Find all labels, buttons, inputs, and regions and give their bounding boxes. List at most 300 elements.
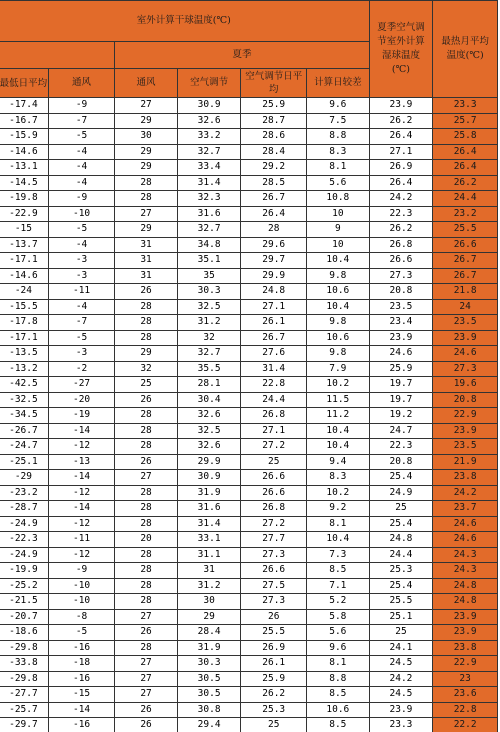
cell-summer-ac-daily-avg[interactable]: 22.8 <box>241 377 307 393</box>
cell-hottest-month-avg[interactable]: 23.9 <box>433 625 498 641</box>
cell-summer-ac-daily-avg[interactable]: 26.1 <box>241 656 307 672</box>
cell-summer-wet-bulb[interactable]: 25.5 <box>369 594 433 610</box>
cell-summer-ventilation[interactable]: 27 <box>115 656 178 672</box>
cell-min-daily-avg[interactable]: -14.5 <box>0 175 48 191</box>
cell-summer-ac-daily-avg[interactable]: 25 <box>241 454 307 470</box>
cell-summer-ac[interactable]: 35 <box>177 268 241 284</box>
cell-summer-ac-daily-avg[interactable]: 29.6 <box>241 237 307 253</box>
cell-winter-ventilation[interactable]: -20 <box>48 392 115 408</box>
cell-daily-range[interactable]: 10 <box>307 237 370 253</box>
cell-summer-wet-bulb[interactable]: 27.3 <box>369 268 433 284</box>
cell-min-daily-avg[interactable]: -24.9 <box>0 516 48 532</box>
cell-summer-ac[interactable]: 33.1 <box>177 532 241 548</box>
cell-summer-ac-daily-avg[interactable]: 27.2 <box>241 516 307 532</box>
cell-summer-ac-daily-avg[interactable]: 26.4 <box>241 206 307 222</box>
cell-summer-wet-bulb[interactable]: 25.9 <box>369 361 433 377</box>
cell-summer-ac-daily-avg[interactable]: 28.5 <box>241 175 307 191</box>
cell-winter-ventilation[interactable]: -15 <box>48 687 115 703</box>
cell-summer-ac[interactable]: 35.1 <box>177 253 241 269</box>
cell-min-daily-avg[interactable]: -15.9 <box>0 129 48 145</box>
cell-hottest-month-avg[interactable]: 22.8 <box>433 702 498 718</box>
cell-summer-ac[interactable]: 29 <box>177 609 241 625</box>
cell-hottest-month-avg[interactable]: 26.4 <box>433 144 498 160</box>
cell-hottest-month-avg[interactable]: 23.2 <box>433 206 498 222</box>
cell-daily-range[interactable]: 5.6 <box>307 175 370 191</box>
cell-hottest-month-avg[interactable]: 21.9 <box>433 454 498 470</box>
header-daily-range[interactable]: 计算日较差 <box>307 69 370 98</box>
cell-summer-ac[interactable]: 32.6 <box>177 408 241 424</box>
cell-winter-ventilation[interactable]: -3 <box>48 268 115 284</box>
cell-summer-wet-bulb[interactable]: 26.2 <box>369 222 433 238</box>
cell-summer-wet-bulb[interactable]: 25 <box>369 501 433 517</box>
cell-hottest-month-avg[interactable]: 26.7 <box>433 268 498 284</box>
cell-summer-ventilation[interactable]: 28 <box>115 315 178 331</box>
cell-winter-ventilation[interactable]: -5 <box>48 129 115 145</box>
cell-summer-ac[interactable]: 32 <box>177 330 241 346</box>
cell-winter-ventilation[interactable]: -8 <box>48 609 115 625</box>
cell-min-daily-avg[interactable]: -24.7 <box>0 439 48 455</box>
cell-summer-wet-bulb[interactable]: 26.4 <box>369 129 433 145</box>
cell-summer-wet-bulb[interactable]: 19.7 <box>369 392 433 408</box>
cell-winter-ventilation[interactable]: -16 <box>48 671 115 687</box>
cell-summer-ventilation[interactable]: 31 <box>115 237 178 253</box>
cell-min-daily-avg[interactable]: -21.5 <box>0 594 48 610</box>
cell-daily-range[interactable]: 8.5 <box>307 687 370 703</box>
cell-summer-wet-bulb[interactable]: 24.2 <box>369 671 433 687</box>
cell-summer-wet-bulb[interactable]: 24.7 <box>369 423 433 439</box>
cell-summer-ac-daily-avg[interactable]: 26.8 <box>241 408 307 424</box>
cell-min-daily-avg[interactable]: -17.1 <box>0 253 48 269</box>
cell-winter-ventilation[interactable]: -4 <box>48 175 115 191</box>
cell-summer-ac[interactable]: 31.6 <box>177 501 241 517</box>
cell-summer-ac[interactable]: 30.9 <box>177 470 241 486</box>
cell-winter-ventilation[interactable]: -18 <box>48 656 115 672</box>
cell-summer-ventilation[interactable]: 26 <box>115 625 178 641</box>
cell-daily-range[interactable]: 7.3 <box>307 547 370 563</box>
cell-summer-ac[interactable]: 33.2 <box>177 129 241 145</box>
cell-min-daily-avg[interactable]: -19.9 <box>0 563 48 579</box>
cell-summer-ac[interactable]: 31.1 <box>177 547 241 563</box>
cell-hottest-month-avg[interactable]: 23.5 <box>433 315 498 331</box>
cell-daily-range[interactable]: 8.3 <box>307 470 370 486</box>
cell-min-daily-avg[interactable]: -17.8 <box>0 315 48 331</box>
cell-summer-ac[interactable]: 32.7 <box>177 144 241 160</box>
cell-summer-ac[interactable]: 34.8 <box>177 237 241 253</box>
cell-winter-ventilation[interactable]: -12 <box>48 547 115 563</box>
cell-min-daily-avg[interactable]: -27.7 <box>0 687 48 703</box>
cell-daily-range[interactable]: 7.1 <box>307 578 370 594</box>
cell-daily-range[interactable]: 10 <box>307 206 370 222</box>
cell-min-daily-avg[interactable]: -29.8 <box>0 671 48 687</box>
cell-summer-ac[interactable]: 28.1 <box>177 377 241 393</box>
cell-summer-ac-daily-avg[interactable]: 27.1 <box>241 299 307 315</box>
cell-min-daily-avg[interactable]: -13.2 <box>0 361 48 377</box>
cell-winter-ventilation[interactable]: -4 <box>48 299 115 315</box>
cell-hottest-month-avg[interactable]: 24.4 <box>433 191 498 207</box>
cell-summer-ac-daily-avg[interactable]: 26.7 <box>241 191 307 207</box>
cell-winter-ventilation[interactable]: -14 <box>48 423 115 439</box>
cell-daily-range[interactable]: 10.2 <box>307 377 370 393</box>
cell-hottest-month-avg[interactable]: 22.2 <box>433 718 498 732</box>
cell-winter-ventilation[interactable]: -19 <box>48 408 115 424</box>
cell-summer-ac[interactable]: 30 <box>177 594 241 610</box>
cell-min-daily-avg[interactable]: -14.6 <box>0 144 48 160</box>
cell-hottest-month-avg[interactable]: 26.2 <box>433 175 498 191</box>
cell-daily-range[interactable]: 8.8 <box>307 671 370 687</box>
cell-min-daily-avg[interactable]: -24 <box>0 284 48 300</box>
cell-winter-ventilation[interactable]: -2 <box>48 361 115 377</box>
cell-daily-range[interactable]: 10.4 <box>307 299 370 315</box>
cell-min-daily-avg[interactable]: -17.1 <box>0 330 48 346</box>
cell-summer-ac[interactable]: 31.4 <box>177 516 241 532</box>
cell-min-daily-avg[interactable]: -29 <box>0 470 48 486</box>
cell-hottest-month-avg[interactable]: 21.8 <box>433 284 498 300</box>
cell-summer-ac[interactable]: 31.4 <box>177 175 241 191</box>
cell-hottest-month-avg[interactable]: 27.3 <box>433 361 498 377</box>
cell-summer-ac-daily-avg[interactable]: 26.8 <box>241 501 307 517</box>
cell-summer-wet-bulb[interactable]: 24.5 <box>369 656 433 672</box>
cell-daily-range[interactable]: 11.5 <box>307 392 370 408</box>
cell-summer-ac[interactable]: 30.5 <box>177 687 241 703</box>
cell-daily-range[interactable]: 9 <box>307 222 370 238</box>
cell-hottest-month-avg[interactable]: 20.8 <box>433 392 498 408</box>
cell-winter-ventilation[interactable]: -27 <box>48 377 115 393</box>
cell-summer-wet-bulb[interactable]: 26.8 <box>369 237 433 253</box>
cell-summer-ac[interactable]: 30.8 <box>177 702 241 718</box>
cell-winter-ventilation[interactable]: -9 <box>48 98 115 114</box>
cell-summer-ac[interactable]: 32.6 <box>177 439 241 455</box>
cell-summer-ac[interactable]: 30.5 <box>177 671 241 687</box>
cell-min-daily-avg[interactable]: -16.7 <box>0 113 48 129</box>
cell-daily-range[interactable]: 9.8 <box>307 268 370 284</box>
cell-summer-wet-bulb[interactable]: 25 <box>369 625 433 641</box>
cell-min-daily-avg[interactable]: -34.5 <box>0 408 48 424</box>
cell-summer-ventilation[interactable]: 31 <box>115 253 178 269</box>
cell-summer-ac-daily-avg[interactable]: 27.2 <box>241 439 307 455</box>
cell-summer-wet-bulb[interactable]: 24.1 <box>369 640 433 656</box>
cell-summer-ventilation[interactable]: 26 <box>115 702 178 718</box>
cell-min-daily-avg[interactable]: -13.5 <box>0 346 48 362</box>
cell-summer-wet-bulb[interactable]: 25.4 <box>369 516 433 532</box>
cell-summer-ventilation[interactable]: 27 <box>115 470 178 486</box>
cell-winter-ventilation[interactable]: -12 <box>48 439 115 455</box>
cell-summer-ventilation[interactable]: 27 <box>115 206 178 222</box>
cell-summer-ventilation[interactable]: 29 <box>115 144 178 160</box>
cell-daily-range[interactable]: 5.2 <box>307 594 370 610</box>
cell-winter-ventilation[interactable]: -11 <box>48 284 115 300</box>
cell-summer-ventilation[interactable]: 28 <box>115 175 178 191</box>
cell-daily-range[interactable]: 8.1 <box>307 160 370 176</box>
cell-min-daily-avg[interactable]: -26.7 <box>0 423 48 439</box>
cell-summer-ac-daily-avg[interactable]: 27.7 <box>241 532 307 548</box>
cell-hottest-month-avg[interactable]: 24.2 <box>433 485 498 501</box>
cell-winter-ventilation[interactable]: -10 <box>48 594 115 610</box>
cell-summer-ac-daily-avg[interactable]: 27.5 <box>241 578 307 594</box>
cell-summer-wet-bulb[interactable]: 26.4 <box>369 175 433 191</box>
cell-summer-ac[interactable]: 31.2 <box>177 315 241 331</box>
header-summer-ac[interactable]: 空气调节 <box>177 69 241 98</box>
cell-summer-ventilation[interactable]: 29 <box>115 113 178 129</box>
cell-summer-ac-daily-avg[interactable]: 27.3 <box>241 547 307 563</box>
cell-summer-ac[interactable]: 33.4 <box>177 160 241 176</box>
cell-daily-range[interactable]: 9.8 <box>307 315 370 331</box>
cell-summer-ac-daily-avg[interactable]: 24.4 <box>241 392 307 408</box>
cell-min-daily-avg[interactable]: -29.7 <box>0 718 48 732</box>
cell-summer-ac-daily-avg[interactable]: 26.6 <box>241 485 307 501</box>
cell-daily-range[interactable]: 10.2 <box>307 485 370 501</box>
cell-hottest-month-avg[interactable]: 24.6 <box>433 532 498 548</box>
cell-summer-ventilation[interactable]: 31 <box>115 268 178 284</box>
cell-summer-ventilation[interactable]: 28 <box>115 330 178 346</box>
cell-summer-ac[interactable]: 32.3 <box>177 191 241 207</box>
cell-hottest-month-avg[interactable]: 24.8 <box>433 594 498 610</box>
cell-min-daily-avg[interactable]: -15.5 <box>0 299 48 315</box>
cell-summer-wet-bulb[interactable]: 24.6 <box>369 346 433 362</box>
cell-summer-ac-daily-avg[interactable]: 26.2 <box>241 687 307 703</box>
cell-summer-wet-bulb[interactable]: 23.9 <box>369 702 433 718</box>
cell-summer-ac[interactable]: 30.9 <box>177 98 241 114</box>
header-hottest-month-avg[interactable] <box>433 1 498 98</box>
cell-summer-ventilation[interactable]: 28 <box>115 191 178 207</box>
cell-summer-ac[interactable]: 32.5 <box>177 423 241 439</box>
cell-min-daily-avg[interactable]: -17.4 <box>0 98 48 114</box>
cell-hottest-month-avg[interactable]: 24.8 <box>433 578 498 594</box>
cell-summer-ventilation[interactable]: 29 <box>115 160 178 176</box>
cell-winter-ventilation[interactable]: -14 <box>48 702 115 718</box>
cell-summer-ventilation[interactable]: 28 <box>115 563 178 579</box>
cell-summer-wet-bulb[interactable]: 24.2 <box>369 191 433 207</box>
cell-summer-ac-daily-avg[interactable]: 28.7 <box>241 113 307 129</box>
cell-min-daily-avg[interactable]: -29.8 <box>0 640 48 656</box>
header-winter-ventilation[interactable]: 通风 <box>48 69 115 98</box>
cell-min-daily-avg[interactable]: -32.5 <box>0 392 48 408</box>
header-summer-ventilation[interactable]: 通风 <box>115 69 178 98</box>
cell-daily-range[interactable]: 7.5 <box>307 113 370 129</box>
cell-summer-ac-daily-avg[interactable]: 25 <box>241 718 307 732</box>
cell-summer-ac-daily-avg[interactable]: 27.1 <box>241 423 307 439</box>
cell-hottest-month-avg[interactable]: 25.7 <box>433 113 498 129</box>
cell-summer-ac-daily-avg[interactable]: 26.9 <box>241 640 307 656</box>
cell-hottest-month-avg[interactable]: 26.4 <box>433 160 498 176</box>
cell-summer-wet-bulb[interactable]: 24.9 <box>369 485 433 501</box>
cell-min-daily-avg[interactable]: -24.9 <box>0 547 48 563</box>
cell-winter-ventilation[interactable]: -9 <box>48 563 115 579</box>
cell-daily-range[interactable]: 5.6 <box>307 625 370 641</box>
cell-summer-ac-daily-avg[interactable]: 26.6 <box>241 470 307 486</box>
cell-hottest-month-avg[interactable]: 24.3 <box>433 563 498 579</box>
cell-daily-range[interactable]: 10.4 <box>307 253 370 269</box>
header-winter-group[interactable] <box>0 42 115 69</box>
cell-summer-ventilation[interactable]: 27 <box>115 687 178 703</box>
cell-min-daily-avg[interactable]: -25.1 <box>0 454 48 470</box>
cell-daily-range[interactable]: 8.5 <box>307 563 370 579</box>
cell-winter-ventilation[interactable]: -7 <box>48 315 115 331</box>
cell-summer-ventilation[interactable]: 28 <box>115 594 178 610</box>
cell-summer-ac[interactable]: 32.7 <box>177 222 241 238</box>
cell-summer-ac-daily-avg[interactable]: 31.4 <box>241 361 307 377</box>
cell-daily-range[interactable]: 8.1 <box>307 656 370 672</box>
cell-summer-ac-daily-avg[interactable]: 29.2 <box>241 160 307 176</box>
header-dry-bulb-group[interactable]: 室外计算干球温度(℃) <box>0 1 369 42</box>
cell-hottest-month-avg[interactable]: 22.9 <box>433 656 498 672</box>
cell-daily-range[interactable]: 5.8 <box>307 609 370 625</box>
cell-daily-range[interactable]: 8.5 <box>307 718 370 732</box>
cell-summer-ac-daily-avg[interactable]: 26.7 <box>241 330 307 346</box>
cell-summer-ventilation[interactable]: 28 <box>115 578 178 594</box>
cell-summer-wet-bulb[interactable]: 24.8 <box>369 532 433 548</box>
cell-summer-ventilation[interactable]: 29 <box>115 346 178 362</box>
cell-summer-ac[interactable]: 29.9 <box>177 454 241 470</box>
cell-summer-ac[interactable]: 35.5 <box>177 361 241 377</box>
cell-daily-range[interactable]: 9.6 <box>307 98 370 114</box>
cell-summer-ac[interactable]: 31 <box>177 563 241 579</box>
cell-winter-ventilation[interactable]: -7 <box>48 113 115 129</box>
cell-hottest-month-avg[interactable]: 22.9 <box>433 408 498 424</box>
cell-winter-ventilation[interactable]: -12 <box>48 485 115 501</box>
cell-summer-wet-bulb[interactable]: 26.9 <box>369 160 433 176</box>
cell-summer-ac-daily-avg[interactable]: 26.1 <box>241 315 307 331</box>
cell-summer-wet-bulb[interactable]: 26.6 <box>369 253 433 269</box>
cell-summer-ventilation[interactable]: 26 <box>115 454 178 470</box>
cell-daily-range[interactable]: 10.4 <box>307 423 370 439</box>
cell-hottest-month-avg[interactable]: 23.8 <box>433 640 498 656</box>
cell-hottest-month-avg[interactable]: 25.8 <box>433 129 498 145</box>
cell-summer-ac-daily-avg[interactable]: 29.9 <box>241 268 307 284</box>
cell-summer-wet-bulb[interactable]: 25.4 <box>369 470 433 486</box>
header-summer-ac-daily-avg[interactable] <box>241 69 307 98</box>
cell-winter-ventilation[interactable]: -16 <box>48 718 115 732</box>
cell-hottest-month-avg[interactable]: 24 <box>433 299 498 315</box>
cell-winter-ventilation[interactable]: -4 <box>48 160 115 176</box>
cell-hottest-month-avg[interactable]: 23 <box>433 671 498 687</box>
cell-summer-wet-bulb[interactable]: 23.5 <box>369 299 433 315</box>
cell-summer-ventilation[interactable]: 28 <box>115 485 178 501</box>
cell-hottest-month-avg[interactable]: 23.7 <box>433 501 498 517</box>
cell-summer-ac-daily-avg[interactable]: 26 <box>241 609 307 625</box>
cell-hottest-month-avg[interactable]: 23.8 <box>433 470 498 486</box>
cell-summer-ac-daily-avg[interactable]: 29.7 <box>241 253 307 269</box>
cell-min-daily-avg[interactable]: -22.9 <box>0 206 48 222</box>
cell-hottest-month-avg[interactable]: 23.9 <box>433 609 498 625</box>
cell-summer-ventilation[interactable]: 28 <box>115 299 178 315</box>
header-min-daily-avg[interactable] <box>0 69 48 98</box>
cell-summer-ac-daily-avg[interactable]: 28 <box>241 222 307 238</box>
cell-summer-ac[interactable]: 30.3 <box>177 284 241 300</box>
cell-min-daily-avg[interactable]: -20.7 <box>0 609 48 625</box>
cell-summer-ac-daily-avg[interactable]: 24.8 <box>241 284 307 300</box>
cell-summer-ventilation[interactable]: 28 <box>115 501 178 517</box>
cell-daily-range[interactable]: 10.6 <box>307 284 370 300</box>
cell-summer-ventilation[interactable]: 28 <box>115 516 178 532</box>
cell-winter-ventilation[interactable]: -5 <box>48 222 115 238</box>
cell-summer-ventilation[interactable]: 26 <box>115 718 178 732</box>
cell-summer-ventilation[interactable]: 28 <box>115 439 178 455</box>
cell-summer-wet-bulb[interactable]: 25.1 <box>369 609 433 625</box>
cell-summer-ac[interactable]: 32.5 <box>177 299 241 315</box>
cell-winter-ventilation[interactable]: -10 <box>48 206 115 222</box>
cell-daily-range[interactable]: 9.8 <box>307 346 370 362</box>
cell-summer-ac[interactable]: 31.6 <box>177 206 241 222</box>
cell-daily-range[interactable]: 9.6 <box>307 640 370 656</box>
cell-daily-range[interactable]: 7.9 <box>307 361 370 377</box>
cell-summer-wet-bulb[interactable]: 23.9 <box>369 98 433 114</box>
cell-summer-ac-daily-avg[interactable]: 25.9 <box>241 98 307 114</box>
cell-hottest-month-avg[interactable]: 24.3 <box>433 547 498 563</box>
cell-summer-ac-daily-avg[interactable]: 27.3 <box>241 594 307 610</box>
cell-summer-wet-bulb[interactable]: 19.7 <box>369 377 433 393</box>
cell-winter-ventilation[interactable]: -4 <box>48 237 115 253</box>
header-summer-wet-bulb[interactable] <box>369 1 433 98</box>
cell-summer-ventilation[interactable]: 20 <box>115 532 178 548</box>
cell-min-daily-avg[interactable]: -13.1 <box>0 160 48 176</box>
cell-summer-ac[interactable]: 31.9 <box>177 640 241 656</box>
cell-winter-ventilation[interactable]: -4 <box>48 144 115 160</box>
cell-summer-ac[interactable]: 30.4 <box>177 392 241 408</box>
cell-summer-ac[interactable]: 32.7 <box>177 346 241 362</box>
cell-daily-range[interactable]: 9.2 <box>307 501 370 517</box>
cell-summer-ventilation[interactable]: 25 <box>115 377 178 393</box>
cell-min-daily-avg[interactable]: -19.8 <box>0 191 48 207</box>
cell-summer-ventilation[interactable]: 32 <box>115 361 178 377</box>
cell-daily-range[interactable]: 8.3 <box>307 144 370 160</box>
cell-winter-ventilation[interactable]: -14 <box>48 501 115 517</box>
cell-summer-ventilation[interactable]: 27 <box>115 98 178 114</box>
cell-min-daily-avg[interactable]: -18.6 <box>0 625 48 641</box>
cell-winter-ventilation[interactable]: -5 <box>48 330 115 346</box>
cell-min-daily-avg[interactable]: -22.3 <box>0 532 48 548</box>
cell-summer-wet-bulb[interactable]: 25.3 <box>369 563 433 579</box>
cell-winter-ventilation[interactable]: -14 <box>48 470 115 486</box>
cell-summer-ventilation[interactable]: 29 <box>115 222 178 238</box>
cell-summer-wet-bulb[interactable]: 24.4 <box>369 547 433 563</box>
cell-summer-ac-daily-avg[interactable]: 28.4 <box>241 144 307 160</box>
cell-hottest-month-avg[interactable]: 26.6 <box>433 237 498 253</box>
cell-summer-ac[interactable]: 32.6 <box>177 113 241 129</box>
cell-hottest-month-avg[interactable]: 26.7 <box>433 253 498 269</box>
cell-min-daily-avg[interactable]: -15 <box>0 222 48 238</box>
cell-min-daily-avg[interactable]: -13.7 <box>0 237 48 253</box>
cell-summer-ventilation[interactable]: 28 <box>115 547 178 563</box>
cell-hottest-month-avg[interactable]: 19.6 <box>433 377 498 393</box>
cell-summer-wet-bulb[interactable]: 19.2 <box>369 408 433 424</box>
cell-hottest-month-avg[interactable]: 23.3 <box>433 98 498 114</box>
cell-winter-ventilation[interactable]: -5 <box>48 625 115 641</box>
cell-summer-ac-daily-avg[interactable]: 25.5 <box>241 625 307 641</box>
cell-winter-ventilation[interactable]: -9 <box>48 191 115 207</box>
cell-summer-ac[interactable]: 31.2 <box>177 578 241 594</box>
cell-winter-ventilation[interactable]: -12 <box>48 516 115 532</box>
header-summer-group[interactable]: 夏季 <box>115 42 369 69</box>
cell-daily-range[interactable]: 10.8 <box>307 191 370 207</box>
cell-hottest-month-avg[interactable]: 23.5 <box>433 439 498 455</box>
cell-winter-ventilation[interactable]: -16 <box>48 640 115 656</box>
cell-summer-ac[interactable]: 29.4 <box>177 718 241 732</box>
cell-summer-wet-bulb[interactable]: 23.9 <box>369 330 433 346</box>
cell-winter-ventilation[interactable]: -3 <box>48 346 115 362</box>
cell-daily-range[interactable]: 10.4 <box>307 532 370 548</box>
cell-summer-ac[interactable]: 30.3 <box>177 656 241 672</box>
cell-min-daily-avg[interactable]: -28.7 <box>0 501 48 517</box>
cell-summer-ac-daily-avg[interactable]: 25.9 <box>241 671 307 687</box>
cell-daily-range[interactable]: 10.4 <box>307 439 370 455</box>
cell-summer-ac[interactable]: 28.4 <box>177 625 241 641</box>
cell-summer-ventilation[interactable]: 27 <box>115 671 178 687</box>
cell-hottest-month-avg[interactable]: 23.6 <box>433 687 498 703</box>
cell-hottest-month-avg[interactable]: 23.9 <box>433 330 498 346</box>
cell-summer-wet-bulb[interactable]: 25.4 <box>369 578 433 594</box>
cell-summer-wet-bulb[interactable]: 20.8 <box>369 284 433 300</box>
cell-summer-wet-bulb[interactable]: 20.8 <box>369 454 433 470</box>
